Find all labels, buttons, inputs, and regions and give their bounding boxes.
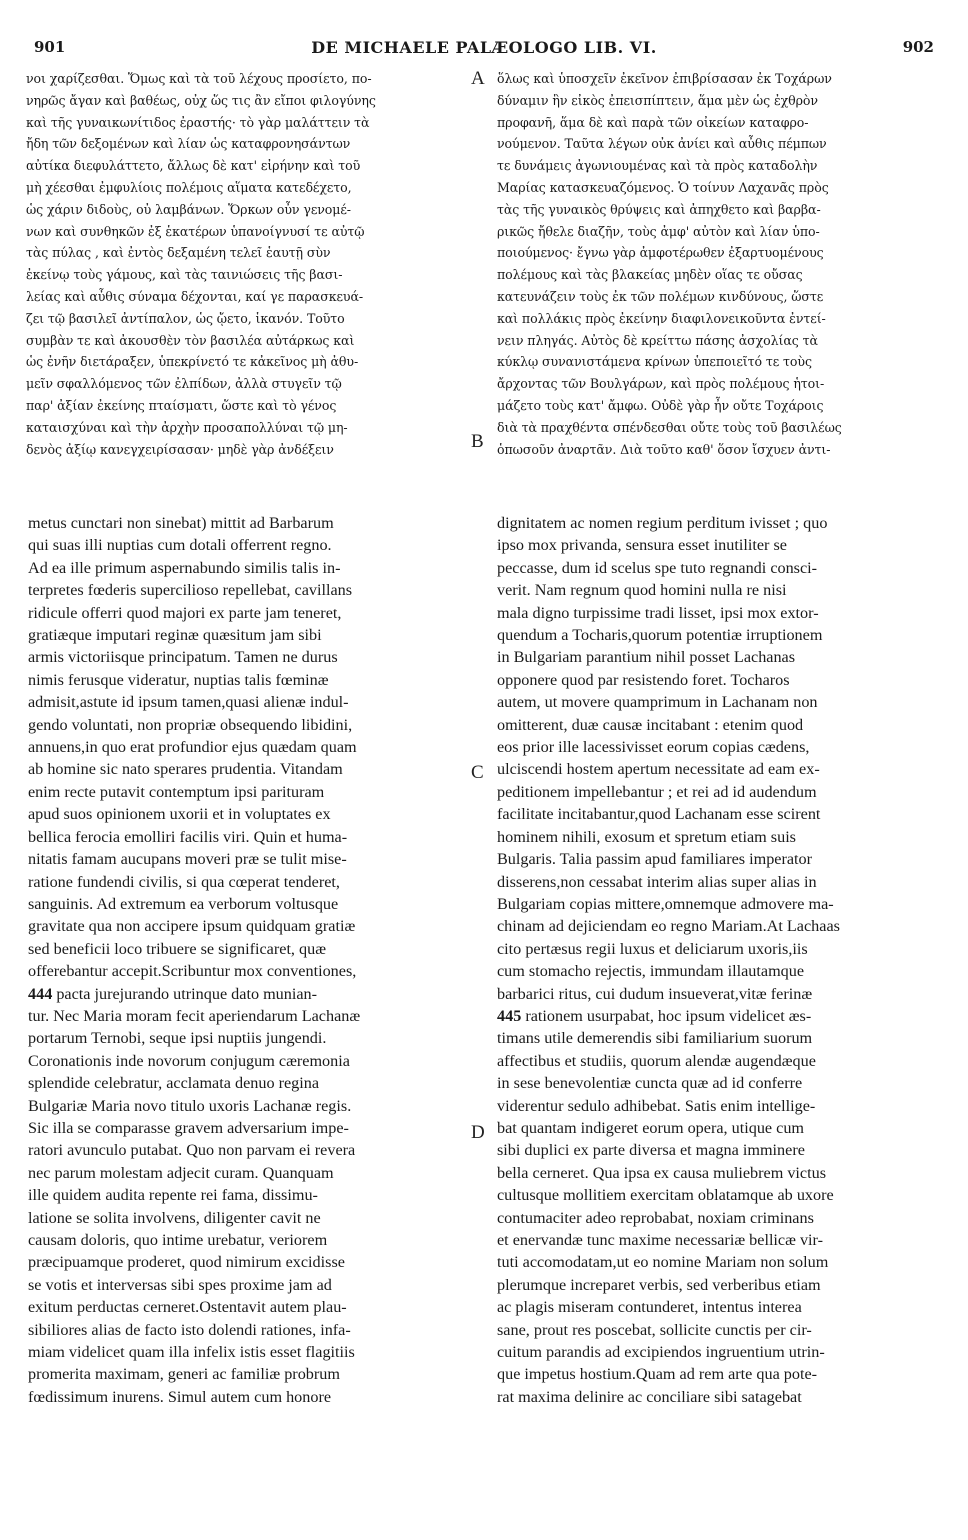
latin-left-line: sed beneficii loco tribuere se significaret, quæ	[28, 939, 327, 958]
latin-right-line: Bulgaris. Talia passim apud familiares imperator	[497, 850, 813, 869]
latin-right-line: et enervandæ tunc maxime necessariæ bellicæ vir-	[497, 1231, 824, 1249]
latin-right-line: eos prior ille lacessivisset eorum copias cædens,	[497, 738, 810, 757]
latin-left-line: latione se solita involvens, diligenter cavit ne	[28, 1208, 321, 1227]
latin-right-line: in Bulgariam parantium nihil posset Lachanas	[497, 648, 796, 667]
greek-right-line: τὰς τῆς γυναικὸς θρύψεις καὶ ἀπηχθετο καὶ βαρβα-	[497, 201, 821, 217]
latin-left-line: ratione fundendi civilis, si qua cœperat tenderet,	[28, 872, 340, 891]
latin-left-line: gratiæque imputari reginæ quæsitum jam sibi	[28, 626, 322, 645]
greek-right-line: προφανῆ, ἅμα δὲ καὶ παρὰ τῶν οἰκείων καταφρο-	[497, 114, 809, 130]
greek-right-line: μάζετο τοὺς κατ' ἄμφω. Οὐδὲ γὰρ ἦν οὔτε Τοχάροις	[497, 397, 824, 413]
latin-right-line: peccasse, dum id scelus spe tuto regnandi consci-	[497, 558, 818, 577]
greek-right-line: ὅλως καὶ ὑποσχεῖν ἐκεῖνον ἐπιβρίσασαν ἐκ Τοχάρων	[497, 71, 832, 86]
latin-right-line: facilitate incitabantur,quod Lachanam esse scirent	[497, 805, 821, 824]
latin-right-line: omitterent, duæ causæ incitabant : etenim quod	[497, 715, 804, 734]
latin-left-line: gendo voluntati, non propriæ obsequendo libidini,	[28, 715, 353, 734]
latin-left-line: annuens,in quo erat profundior ejus quædam quam	[28, 738, 357, 757]
greek-right-line: τε δυνάμεις ἀγωνιουμένας καὶ τὰ πρὸς καταδολὴν	[497, 158, 818, 174]
greek-left-line: ὡς ἐνῆν διετάραξεν, ὑπεκρίνετό τε κἀκεῖνος μὴ ἀθυ-	[26, 354, 359, 370]
latin-left-line: bellica ferocia emolliri facilis viri. Quin et huma-	[28, 827, 348, 846]
margin-letter-d: D	[471, 1122, 485, 1143]
latin-left-line: nimis ferusque videratur, nuptias talis fœminæ	[28, 670, 329, 689]
latin-left-line: admisit,astute id ipsum tamen,quasi alienæ indul-	[28, 693, 349, 712]
margin-letter-b: B	[471, 431, 484, 452]
greek-right-line: διὰ τὰ πραχθέντα σπένδεσθαι οὔτε τοὺς τοῦ βασιλέως	[497, 419, 842, 435]
latin-right-line: Bulgariam copias mittere,omnemque admovere ma-	[497, 894, 834, 913]
greek-left-line: αὐτίκα διεφυλάττετο, ἄλλως δὲ κατ' εἰρήνην καὶ τοῦ	[26, 158, 361, 174]
latin-left-line: portarum Ternobi, seque ipsi nuptiis jungendi.	[28, 1029, 327, 1048]
page-number-right: 902	[902, 38, 934, 56]
latin-right-line: rat maxima delinire ac conciliare sibi satagebat	[497, 1387, 802, 1406]
greek-right-line: ἄρχοντας τῶν Βουλγάρων, καὶ πρὸς πολέμους ἡτοι-	[497, 376, 825, 392]
latin-right-line: sane, prout res poscebat, sollicite cunctis per cir-	[497, 1320, 812, 1339]
greek-left-line: τὰς πύλας , καὶ ἐντὸς δεξαμένη τελεῖ ἑαυτῇ σὺν	[26, 245, 331, 261]
greek-left-line: μὴ χέεσθαι ἐμφυλίοις πολέμοις αἵματα κατεδέχετο,	[26, 179, 352, 195]
latin-left-line: armis victoriisque principatum. Tamen ne durus	[28, 648, 338, 667]
latin-left-line: nitatis famam aucupans moveri præ se tulit mise-	[28, 850, 347, 869]
latin-left-line: causam doloris, quo intime urebatur, veriorem	[28, 1231, 328, 1249]
latin-left-line: sanguinis. Ad extremum ea verborum voltusque	[28, 894, 339, 913]
latin-left-line: Sic illa se comparasse gravem adversarium impe-	[28, 1118, 349, 1137]
latin-right-line: in sese benevolentiæ cuncta quæ ad id conferre	[497, 1074, 803, 1093]
latin-left-line: Coronationis inde novorum conjugum cæremonia	[28, 1051, 350, 1070]
greek-left-line: καταισχύναι καὶ τὴν ἀρχὴν προσαπολλύναι τῷ μη-	[26, 419, 348, 435]
margin-letter-a: A	[471, 68, 485, 89]
latin-left-line: offerebantur accepit.Scribuntur mox conventiones,	[28, 962, 357, 981]
latin-right-line: bat quantam indigeret eorum opera, utique cum	[497, 1118, 805, 1137]
greek-right-line: κατευνάζειν τοὺς ἐκ τῶν πολέμων κινδύνους, ὥστε	[497, 288, 824, 304]
greek-left-line: νηρῶς ἄγαν καὶ βαθέως, οὐχ ὥς τις ἂν εἴποι φιλογύνης	[26, 92, 376, 108]
latin-right-line: cuitum parandis ad excipiendos ingruentium utrin-	[497, 1343, 825, 1362]
latin-left-line: ille quidem audita repente rei fama, dissimu-	[28, 1186, 318, 1205]
latin-left-line: ab homine sic nato sperares prudentia. Vitandam	[28, 760, 343, 779]
latin-left-line: Ad ea ille primum aspernabundo similis talis in-	[28, 558, 341, 577]
latin-left-line: ridicule offerri quod majori ex parte jam teneret,	[28, 603, 342, 622]
latin-right-line: ulciscendi hostem apertum necessitate ad eam ex-	[497, 760, 820, 779]
greek-column-right	[497, 68, 935, 460]
page-number-left: 901	[34, 38, 66, 56]
margin-letter-c: C	[471, 762, 484, 783]
latin-left-line: exitum perductas cerneret.Ostentavit autem plau-	[28, 1298, 347, 1317]
latin-right-line: viderentur sedulo adhibebat. Satis enim intellige-	[497, 1096, 816, 1115]
latin-left-line: terpretes fœderis supercilioso repellebat, cavillans	[28, 581, 353, 600]
latin-left-line: apud suos opinionem uxorii et in voluptates ex	[28, 805, 331, 824]
latin-right-line: ac plagis miseram contunderet, intentus interea	[497, 1298, 802, 1317]
latin-right-line: barbarici ritus, cui dudum insueverat,vitæ ferinæ	[497, 984, 813, 1003]
latin-right-line: tuti accomodatam,ut eo nomine Mariam non solum	[497, 1253, 829, 1272]
latin-right-line: peditionem impellebantur ; et rei ad id audendum	[497, 782, 817, 801]
latin-left-line: splendide celebratur, acclamata denuo regina	[28, 1074, 320, 1093]
latin-right-line: bella cerneret. Qua ipsa ex causa muliebrem victus	[497, 1163, 827, 1182]
latin-right-line: chinam ad dejiciendam eo regno Mariam.At Lachaas	[497, 917, 840, 936]
latin-left-line: fœdissimum inurens. Simul autem cum honore	[28, 1387, 332, 1406]
latin-right-line: affectibus et studiis, quorum alendæ augendæque	[497, 1051, 816, 1070]
greek-left-line: συμβὰν τε καὶ ἀκουσθὲν τὸν βασιλέα αὐτάρκως καὶ	[26, 332, 355, 348]
latin-left-line: qui suas illi nuptias cum dotali offerrent regno.	[28, 536, 332, 555]
latin-left-line: metus cunctari non sinebat) mittit ad Barbarum	[28, 514, 334, 532]
latin-right-line: ipso mox privanda, sensura esset inutiliter se	[497, 536, 787, 555]
latin-right-line: cito pertæsus regii luxus et deliciarum uxoris,iis	[497, 939, 808, 958]
greek-right-line: καὶ πολλάκις πρὸς ἐκείνην διαφιλονεικοῦντα ἐντεί-	[497, 310, 826, 326]
latin-left-line: 444 pacta jurejurando utrinque dato munian-	[28, 984, 318, 1003]
greek-left-line: μεῖν σφαλλόμενος τῶν ἐλπίδων, ἀλλὰ στυγεῖν τῷ	[26, 376, 342, 392]
greek-column-left	[26, 68, 464, 460]
greek-right-line: πολέμους καὶ τὰς βλακείας μηδὲν οἵας τε οὔσας	[497, 267, 803, 283]
latin-right-line: cum stomacho rejectis, immundam illautamque	[497, 962, 805, 981]
latin-right-line: mala digno turpissime tradi lisset, ipsi mox extor-	[497, 603, 819, 622]
original-page-number: 445	[497, 1006, 522, 1025]
latin-left-line: enim recte putavit contemptum ipsi parituram	[28, 782, 325, 801]
greek-left-line: παρ' ἀξίαν ἐκείνης πταίσματι, ὥστε καὶ τὸ γένος	[26, 397, 337, 413]
latin-left-line: se votis et interversas sibi spes proxime jam ad	[28, 1275, 332, 1294]
greek-left-line: νων καὶ συνθηκῶν ἐξ ἑκατέρων ὑπανοίγνυσί τε αὐτῷ	[26, 223, 365, 239]
latin-right-line: plerumque increparet verbis, sed verberibus etiam	[497, 1275, 821, 1294]
latin-right-line: dignitatem ac nomen regium perditum ivisset ; quo	[497, 514, 828, 532]
latin-right-line: quendum a Tocharis,quorum potentiæ irruptionem	[497, 626, 823, 645]
latin-left-line: ratori avunculo putabat. Quo non parvam ei revera	[28, 1141, 356, 1160]
latin-right-line: cultusque mollitiem exercitam oblatamque ab uxore	[497, 1186, 834, 1205]
latin-right-line: contumaciter adeo reprobabat, noxiam criminans	[497, 1208, 814, 1227]
latin-left-line: Bulgariæ Maria novo titulo uxoris Lachanæ regis.	[28, 1096, 352, 1115]
greek-left-line: δενὸς ἀξίῳ κανεγχειρίσασαν· μηδὲ γὰρ ἀνδέξειν	[26, 441, 334, 457]
latin-right-line: timans utile demerendis sibi familiarium suorum	[497, 1029, 813, 1048]
greek-left-line: ζει τῷ βασιλεῖ ἀντίπαλον, ὡς ᾤετο, ἱκανόν. Τοῦτο	[26, 310, 345, 326]
running-header	[34, 38, 934, 62]
latin-right-line: opponere quod par resistendo foret. Tocharos	[497, 670, 790, 689]
latin-right-line: disserens,non cessabat interim alias super alias in	[497, 872, 817, 891]
greek-right-line: κύκλῳ συνανιστάμενα κρίνων ὑπεποιεῖτό τε τοὺς	[497, 354, 812, 370]
original-page-number: 444	[28, 984, 53, 1003]
greek-left-line: λείας καὶ αὖθις σύναμα δέχονται, καί γε παρασκευά-	[26, 288, 364, 304]
greek-right-line: νειν πληγάς. Αὐτὸς δὲ κρείττω πάσης ἀσχολίας τὰ	[497, 332, 818, 348]
greek-right-line: δύναμιν ἣν εἰκὸς ἐπεισπίπτειν, ἅμα μὲν ὡς ἐχθρὸν	[497, 92, 818, 108]
latin-left-line: miam videlicet quam illa infelix istis esset flagitiis	[28, 1343, 355, 1362]
latin-right-line: que impetus hostium.Quam ad rem arte qua pote-	[497, 1365, 818, 1384]
greek-left-line: ὡς χάριν διδοὺς, οὐ λαμβάνων. Ὅρκων οὖν γενομέ-	[26, 201, 351, 217]
greek-right-line: ποιούμενος· ἔγνω γὰρ ἀμφοτέρωθεν ἐξαρτυομένους	[497, 245, 824, 261]
latin-left-line: nec parum molestam adjecit curam. Quanquam	[28, 1163, 334, 1182]
greek-left-line: καὶ τῆς γυναικωνίτιδος ἐραστής· τὸ γὰρ μαλάττειν τὰ	[26, 114, 370, 130]
latin-right-line: sibi duplici ex parte diversa et magna imminere	[497, 1141, 805, 1160]
greek-left-line: ἐκείνῳ τοὺς γάμους, καὶ τὰς ταινιώσεις τῆς βασι-	[26, 267, 343, 283]
greek-right-line: ρικῶς ἤθελε διαζῆν, τοὺς ἀμφ' αὐτὸν καὶ λίαν ὑπο-	[497, 223, 820, 239]
latin-column-right	[497, 512, 935, 1408]
latin-right-line: verit. Nam regnum quod homini nulla re nisi	[497, 581, 787, 600]
latin-left-line: gravitate qua non accipere ipsum quidquam gratiæ	[28, 917, 356, 936]
greek-left-line: ἤδη τῶν δεξομένων καὶ λίαν ὡς καταφρονησάντων	[26, 136, 351, 152]
greek-right-line: Μαρίας κατασκευαζόμενος. Ὁ τοίνυν Λαχανᾶς πρὸς	[497, 179, 829, 195]
latin-right-line: hominem nihili, exosum et spretum etiam suis	[497, 827, 796, 846]
latin-left-line: tur. Nec Maria moram fecit aperiendarum Lachanæ	[28, 1006, 361, 1025]
latin-column-left	[28, 512, 466, 1408]
latin-right-line: autem, ut movere quamprimum in Lachanam non	[497, 693, 818, 712]
greek-right-line: ὁπωσοῦν ἀναρτᾶν. Διὰ τοῦτο καθ' ὅσον ἴσχυεν ἀντι-	[497, 441, 831, 457]
latin-right-line: 445 rationem usurpabat, hoc ipsum videlicet æs-	[497, 1006, 812, 1025]
latin-left-line: promerita maximam, generi ac familiæ probrum	[28, 1365, 340, 1384]
greek-right-line: νούμενον. Ταῦτα λέγων οὐκ ἀνίει καὶ αὖθις πέμπων	[497, 136, 827, 152]
latin-left-line: sibiliores alias de facto isto dolendi rationes, infa-	[28, 1320, 351, 1339]
greek-left-line: νοι χαρίζεσθαι. Ὅμως καὶ τὰ τοῦ λέχους προσίετο, πο-	[26, 71, 372, 86]
latin-left-line: præcipuamque proderet, quod nimirum excidisse	[28, 1253, 345, 1272]
running-title: DE MICHAELE PALÆOLOGO LIB. VI.	[311, 38, 657, 57]
